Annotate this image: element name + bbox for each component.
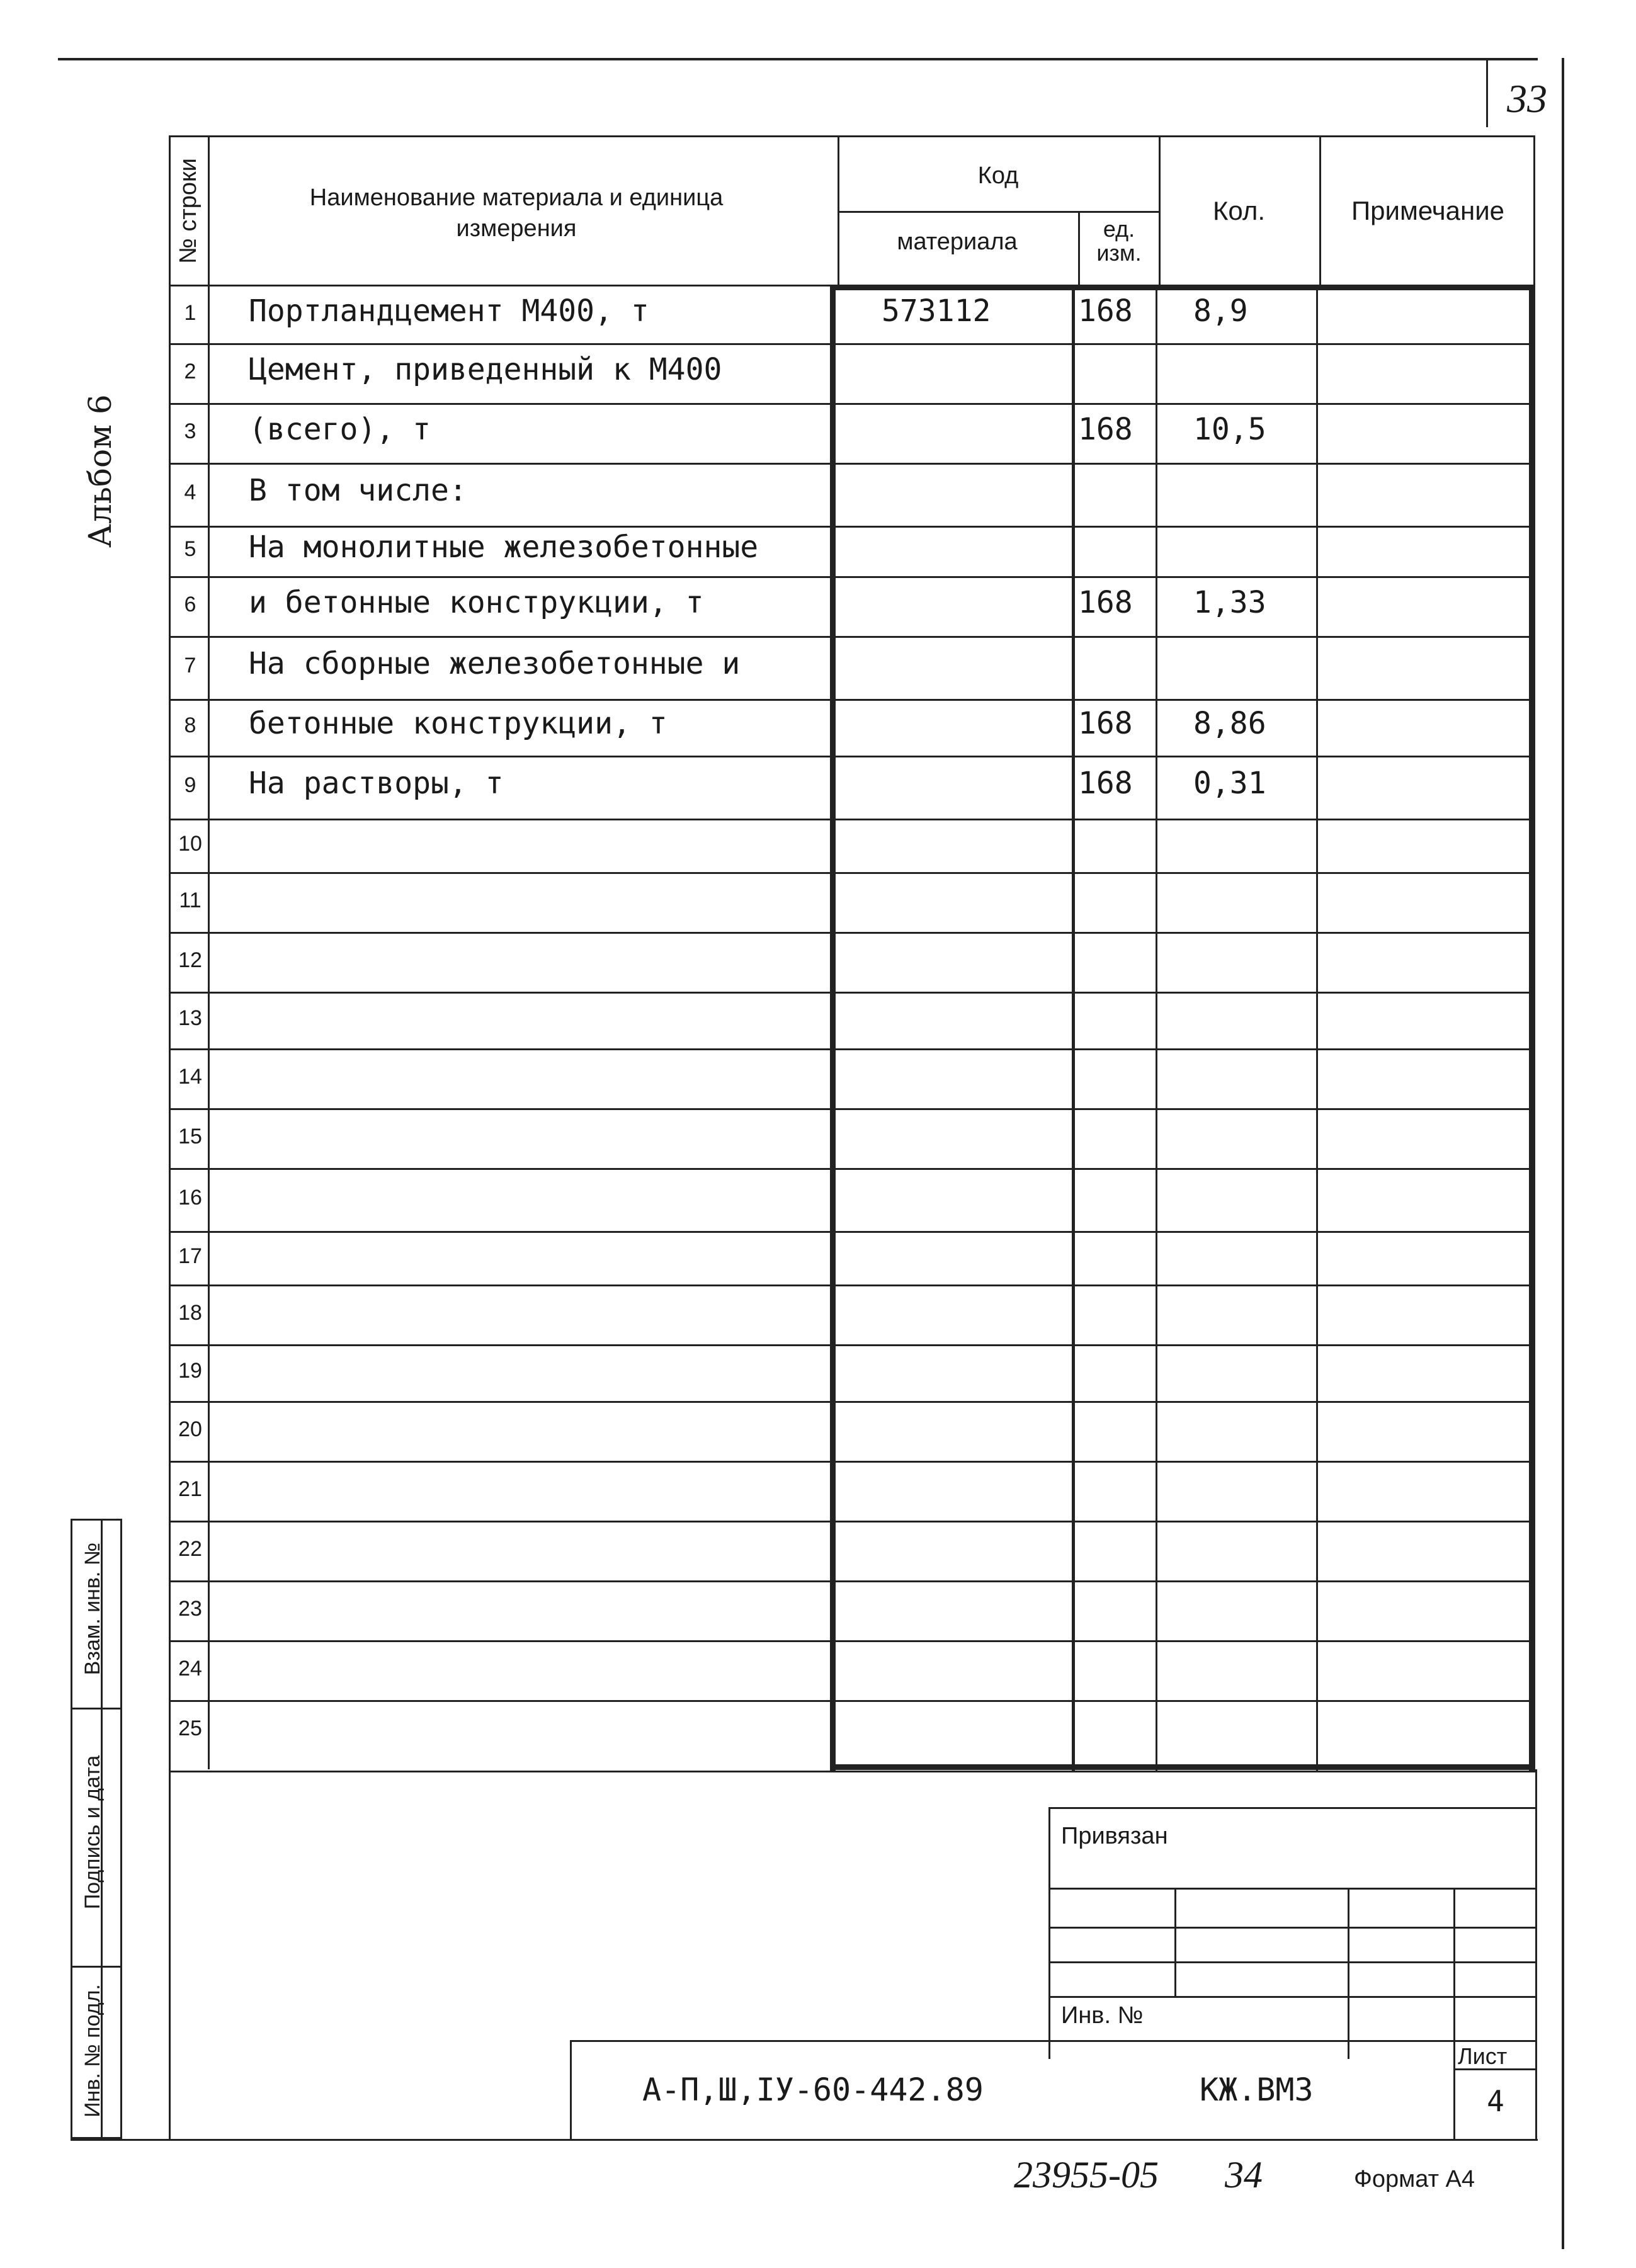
row-number: 10 xyxy=(178,831,202,856)
sheet-label: Лист xyxy=(1458,2043,1508,2069)
material-name: Портландцемент М400, т xyxy=(249,293,649,329)
unit-code: 168 xyxy=(1078,293,1133,329)
stamp-code: КЖ.ВМЗ xyxy=(1200,2072,1314,2108)
header-qty: Кол. xyxy=(1212,196,1266,225)
quantity: 0,31 xyxy=(1193,766,1266,801)
row-number: 3 xyxy=(184,419,196,443)
body-line-qty xyxy=(1156,285,1157,1771)
row-number: 16 xyxy=(178,1186,202,1210)
side-label-podpis: Подпись и дата xyxy=(81,1755,105,1910)
title-top xyxy=(570,2040,1535,2042)
stamp-designation: А-П,Ш,IУ-60-442.89 xyxy=(642,2072,984,2108)
header-name: Наименование материала и единица измерения xyxy=(309,184,724,242)
row-number: 1 xyxy=(184,301,196,325)
row-number: 20 xyxy=(178,1417,202,1441)
row-number: 6 xyxy=(184,592,196,616)
row-number: 19 xyxy=(178,1359,202,1383)
row-number: 4 xyxy=(184,480,196,504)
row-number: 12 xyxy=(178,948,202,972)
stamp-line-1 xyxy=(1048,1888,1535,1890)
row-separator xyxy=(169,819,1535,820)
stamp-inv-no: Инв. № xyxy=(1061,2002,1144,2029)
row-number: 13 xyxy=(178,1006,202,1030)
header-unit: ед. изм. xyxy=(1096,216,1142,266)
quantity: 8,86 xyxy=(1193,706,1266,741)
row-number: 25 xyxy=(178,1716,202,1740)
frame-bottom xyxy=(71,2139,1538,2141)
row-number: 7 xyxy=(184,654,196,678)
row-number: 24 xyxy=(178,1656,202,1681)
material-name: В том числе: xyxy=(249,473,467,508)
row-separator xyxy=(169,1231,1535,1233)
row-separator xyxy=(169,1168,1535,1170)
material-name: и бетонные конструкции, т xyxy=(249,584,704,620)
frame-right-lower xyxy=(1535,1769,1537,2139)
header-code: Код xyxy=(977,162,1019,189)
stamp-col-2 xyxy=(1348,1888,1349,2059)
body-line-right xyxy=(1529,285,1535,1771)
body-line-note xyxy=(1316,285,1318,1771)
row-separator xyxy=(169,1640,1535,1642)
material-code: 573112 xyxy=(882,293,991,329)
row-number: 8 xyxy=(184,713,196,737)
row-separator xyxy=(169,1284,1535,1286)
row-number: 17 xyxy=(178,1244,202,1268)
stamp-left xyxy=(1048,1807,1050,2059)
stamp-col-1 xyxy=(1174,1888,1176,1996)
unit-code: 168 xyxy=(1078,584,1133,620)
row-number: 22 xyxy=(178,1536,202,1561)
stamp-line-4 xyxy=(1048,1996,1535,1998)
body-line-code xyxy=(830,285,836,1771)
row-separator xyxy=(169,1401,1535,1403)
title-left xyxy=(570,2040,572,2139)
code-split-line xyxy=(838,211,1159,213)
row-separator xyxy=(169,526,1535,528)
row-number: 11 xyxy=(179,888,202,912)
row-number: 18 xyxy=(178,1300,202,1325)
footer-format: Формат А4 xyxy=(1354,2166,1475,2192)
body-line-bottom xyxy=(830,1764,1535,1770)
side-label-vzam: Взам. инв. № xyxy=(81,1542,105,1675)
unit-code: 168 xyxy=(1078,766,1133,801)
quantity: 10,5 xyxy=(1193,411,1266,447)
row-separator xyxy=(169,992,1535,994)
quantity: 1,33 xyxy=(1193,584,1266,620)
row-separator xyxy=(169,463,1535,465)
stamp-col-3 xyxy=(1453,1888,1455,2140)
row-separator xyxy=(169,576,1535,578)
material-name: На растворы, т xyxy=(249,766,504,801)
row-number: 23 xyxy=(178,1596,202,1621)
row-separator xyxy=(169,1344,1535,1346)
row-separator xyxy=(169,756,1535,757)
stamp-line-2 xyxy=(1048,1927,1535,1929)
row-number: 15 xyxy=(178,1124,202,1148)
row-separator xyxy=(169,1580,1535,1582)
row-separator xyxy=(169,1521,1535,1522)
sheet-value: 4 xyxy=(1487,2084,1504,2118)
row-separator xyxy=(169,872,1535,874)
right-margin-line xyxy=(1562,58,1564,2249)
frame-left-lower xyxy=(169,1769,171,2139)
body-line-unit xyxy=(1072,285,1075,1771)
page-number: 33 xyxy=(1507,76,1547,121)
row-separator xyxy=(169,636,1535,638)
quantity: 8,9 xyxy=(1193,293,1248,329)
stamp-privyazan: Привязан xyxy=(1061,1823,1168,1849)
header-material: материала xyxy=(897,229,1018,255)
material-name: На сборные железобетонные и xyxy=(249,646,741,681)
page-number-box-line xyxy=(1486,58,1488,127)
row-separator xyxy=(169,1700,1535,1702)
stamp-line-3 xyxy=(1048,1961,1535,1963)
material-name: бетонные конструкции, т xyxy=(249,706,667,741)
row-separator xyxy=(169,403,1535,405)
header-note: Примечание xyxy=(1351,196,1505,225)
header-row-no: № строки xyxy=(175,158,202,264)
material-name: Цемент, приведенный к М400 xyxy=(249,351,722,387)
row-number: 21 xyxy=(178,1477,202,1501)
material-name: (всего), т xyxy=(249,411,431,447)
unit-code: 168 xyxy=(1078,411,1133,447)
unit-code: 168 xyxy=(1078,706,1133,741)
row-separator xyxy=(169,699,1535,701)
row-number: 14 xyxy=(178,1064,202,1089)
footer-number: 23955-05 xyxy=(1014,2154,1159,2196)
row-number: 2 xyxy=(184,359,196,383)
row-separator xyxy=(169,932,1535,934)
row-number: 9 xyxy=(184,773,196,797)
row-separator xyxy=(169,1108,1535,1110)
row-number: 5 xyxy=(184,537,196,561)
body-line-top xyxy=(830,285,1535,290)
stamp-top xyxy=(1048,1807,1535,1809)
row-separator xyxy=(169,1461,1535,1463)
album-label: Альбом 6 xyxy=(82,394,118,548)
material-name: На монолитные железобетонные xyxy=(249,530,759,565)
top-rule xyxy=(58,58,1538,60)
row-separator xyxy=(169,1048,1535,1050)
side-label-inv-podl: Инв. № подл. xyxy=(81,1984,105,2118)
row-separator xyxy=(169,343,1535,345)
footer-page: 34 xyxy=(1225,2154,1263,2196)
